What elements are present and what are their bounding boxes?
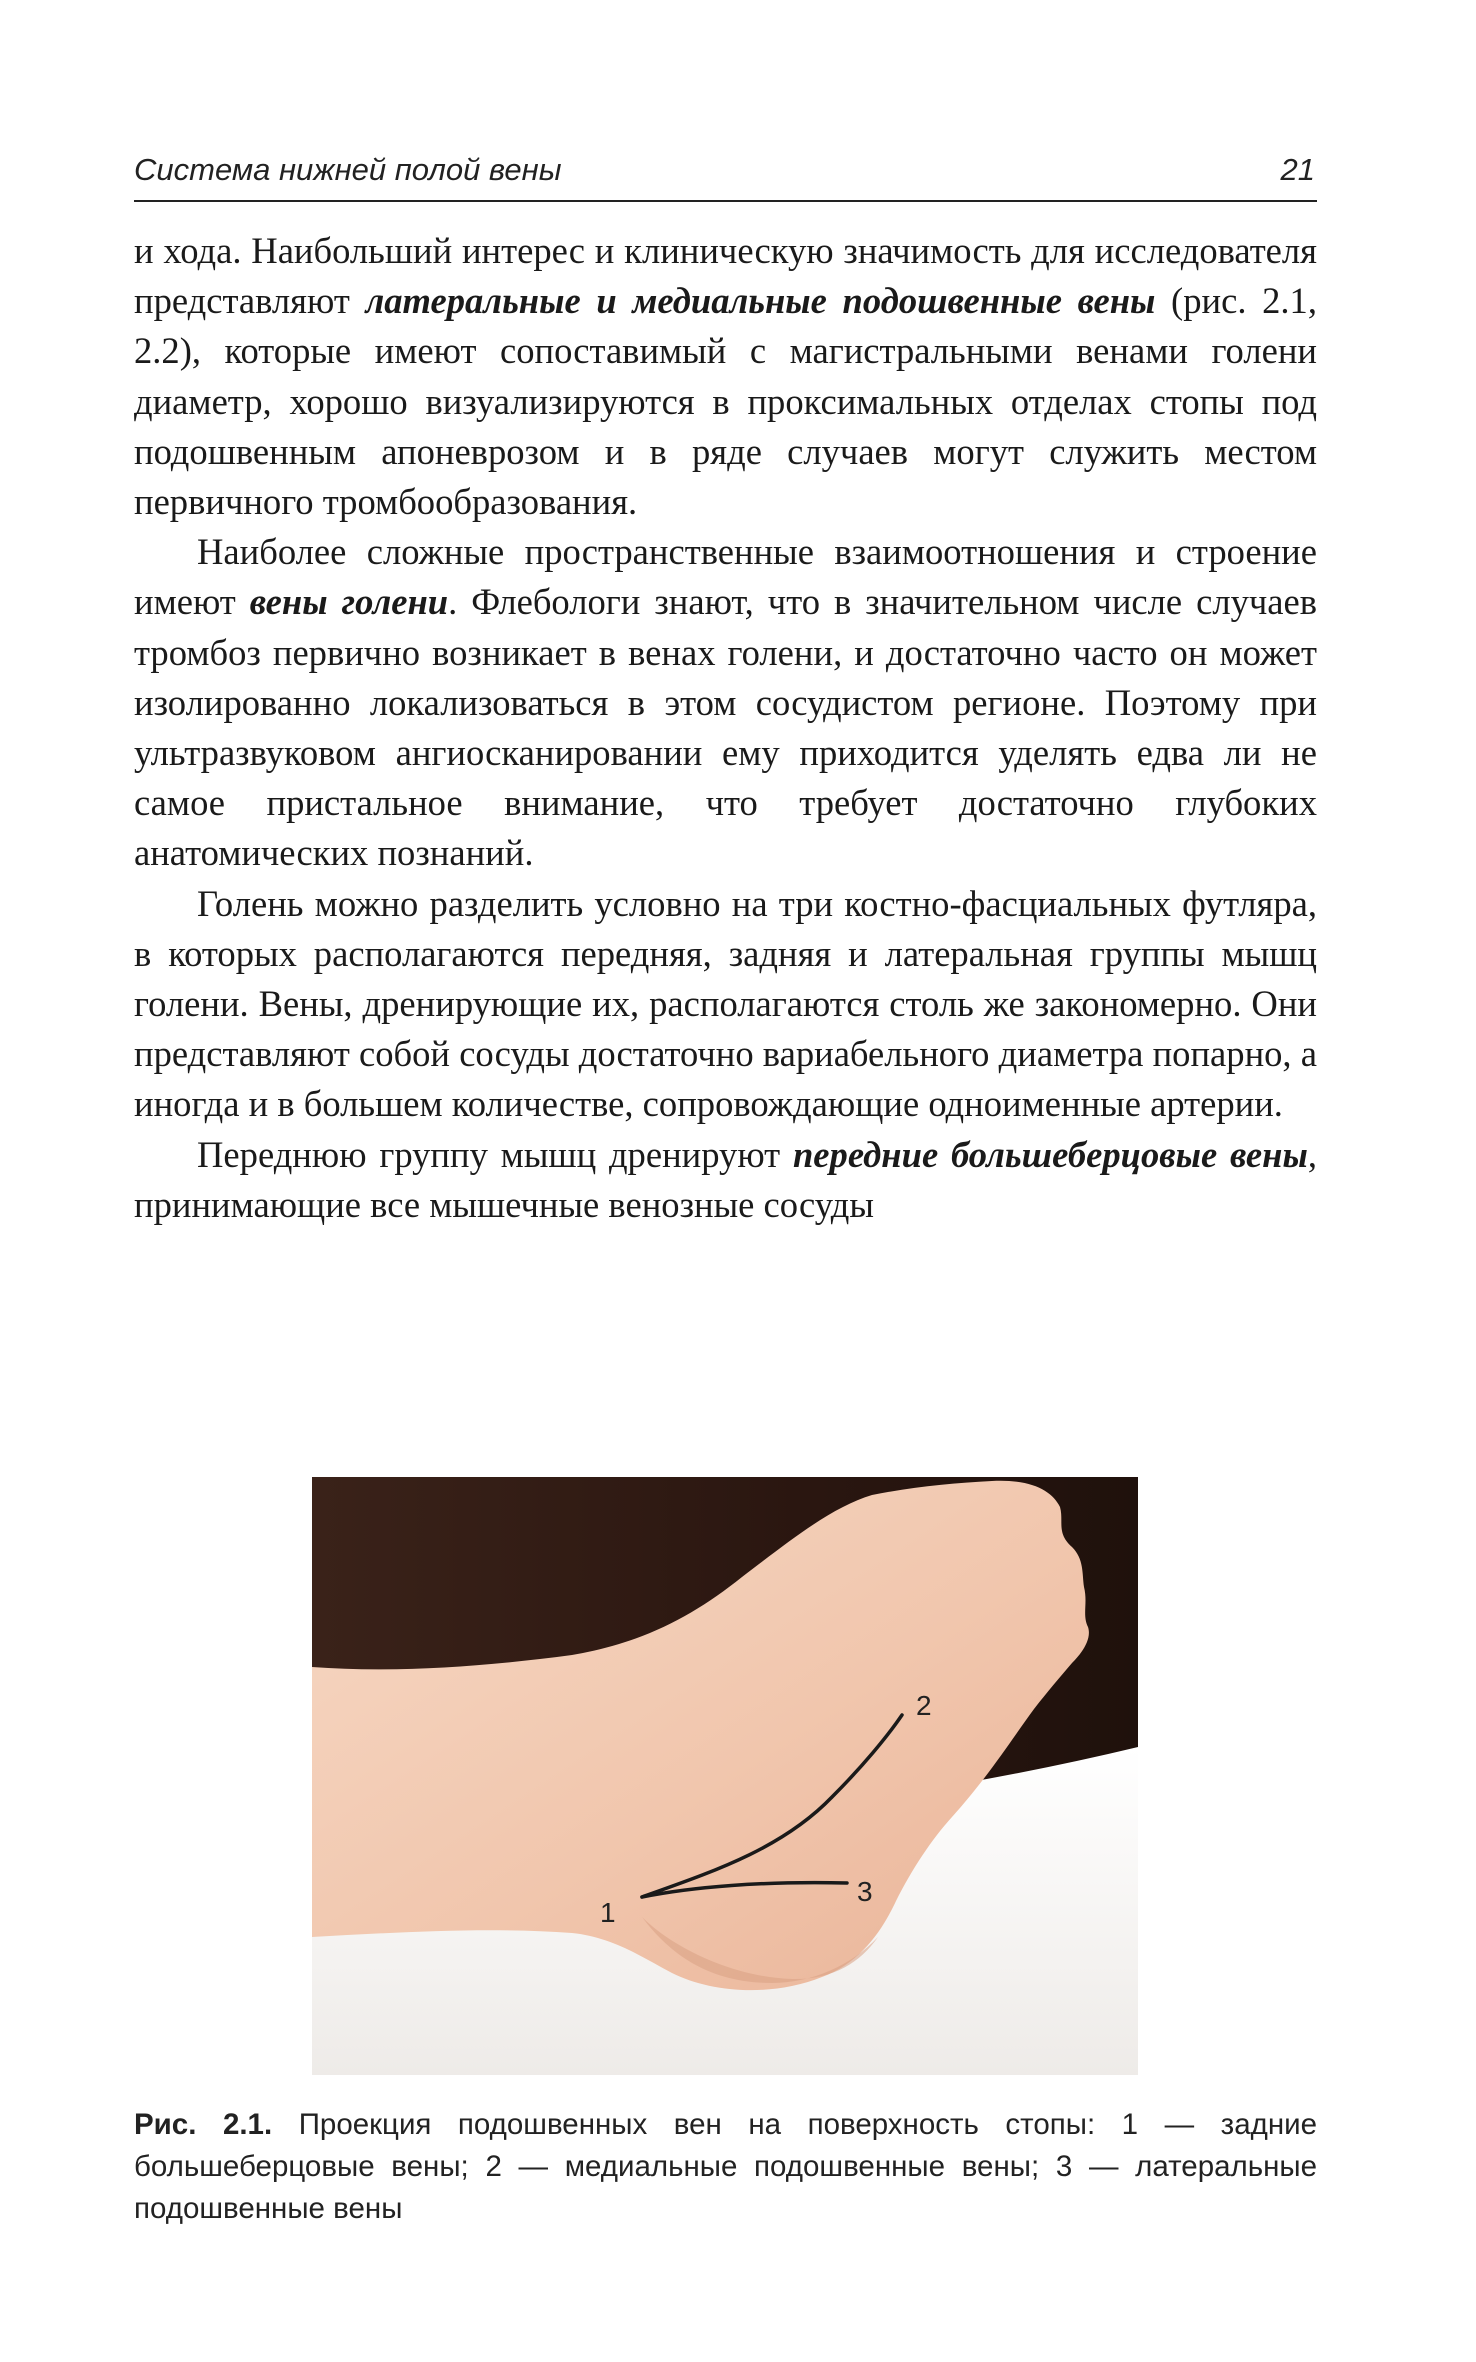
caption-label: Рис. 2.1. bbox=[134, 2108, 273, 2141]
text-run: Переднюю группу мышц дренируют bbox=[197, 1133, 793, 1175]
text-run: Наиболее сложные пространственные взаимоотношения и строение имеют bbox=[134, 531, 1317, 623]
figure-foot-photo bbox=[312, 1477, 1138, 2075]
body-text bbox=[134, 226, 1317, 1230]
term-anterior-tibial-veins: передние большеберцовые вены bbox=[792, 1133, 1308, 1175]
caption-text: Проекция подошвенных вен на поверхность стопы: 1 — задние большеберцовые вены; 2 — медиальные подошвенные вены; 3 — латеральные подошвенные вены bbox=[134, 2108, 1317, 2225]
running-head-title: Система нижней полой вены bbox=[134, 152, 562, 187]
paragraph bbox=[134, 879, 1317, 1130]
term-leg-veins: вены голени bbox=[249, 581, 449, 623]
figure-label-2: 2 bbox=[916, 1690, 932, 1721]
text-run: Голень можно разделить условно на три костно-фасциальных футляра, в которых располагаются передняя, задняя и латеральная группы мышц голени. Вены, дренирующие их, располагаются столь же закономерно. Они представляют собой сосуды достаточно вариабельного диаметра попарно, а иногда и в большем количестве, сопровождающие одноименные артерии. bbox=[134, 882, 1317, 1125]
term-lateral-medial-plantar-veins: латеральные и медиальные подошвенные вены bbox=[365, 280, 1156, 322]
text-run: . Флебологи знают, что в значительном числе случаев тромбоз первично возникает в венах голени, и достаточно часто он может изолированно локализоваться в этом сосудистом регионе. Поэтому при ультразвуковом ангиосканировании ему приходится уделять едва ли не самое пристальное внимание, что требует достаточно глубоких анатомических познаний. bbox=[134, 581, 1318, 874]
foot-illustration bbox=[312, 1477, 1138, 2075]
figure-label-3: 3 bbox=[857, 1876, 873, 1907]
text-run: (рис. 2.1, 2.2), которые имеют сопоставимый с магистральными венами голени диаметр, хорошо визуализируются в проксимальных отделах стопы под подошвенным апоневрозом и в ряде случаев могут служить местом первичного тромбообразования. bbox=[134, 280, 1317, 523]
text-run: и хода. Наибольший интерес и клиническую значимость для исследователя представляют bbox=[134, 230, 1317, 322]
text-run: , принимающие все мышечные венозные сосуды bbox=[134, 1133, 1317, 1225]
figure-caption bbox=[134, 2104, 1317, 2230]
page-number: 21 bbox=[1280, 152, 1315, 187]
paragraph bbox=[134, 1130, 1317, 1230]
figure-label-1: 1 bbox=[600, 1897, 616, 1928]
paragraph bbox=[134, 226, 1317, 527]
running-head bbox=[134, 148, 1317, 202]
paragraph bbox=[134, 527, 1317, 878]
